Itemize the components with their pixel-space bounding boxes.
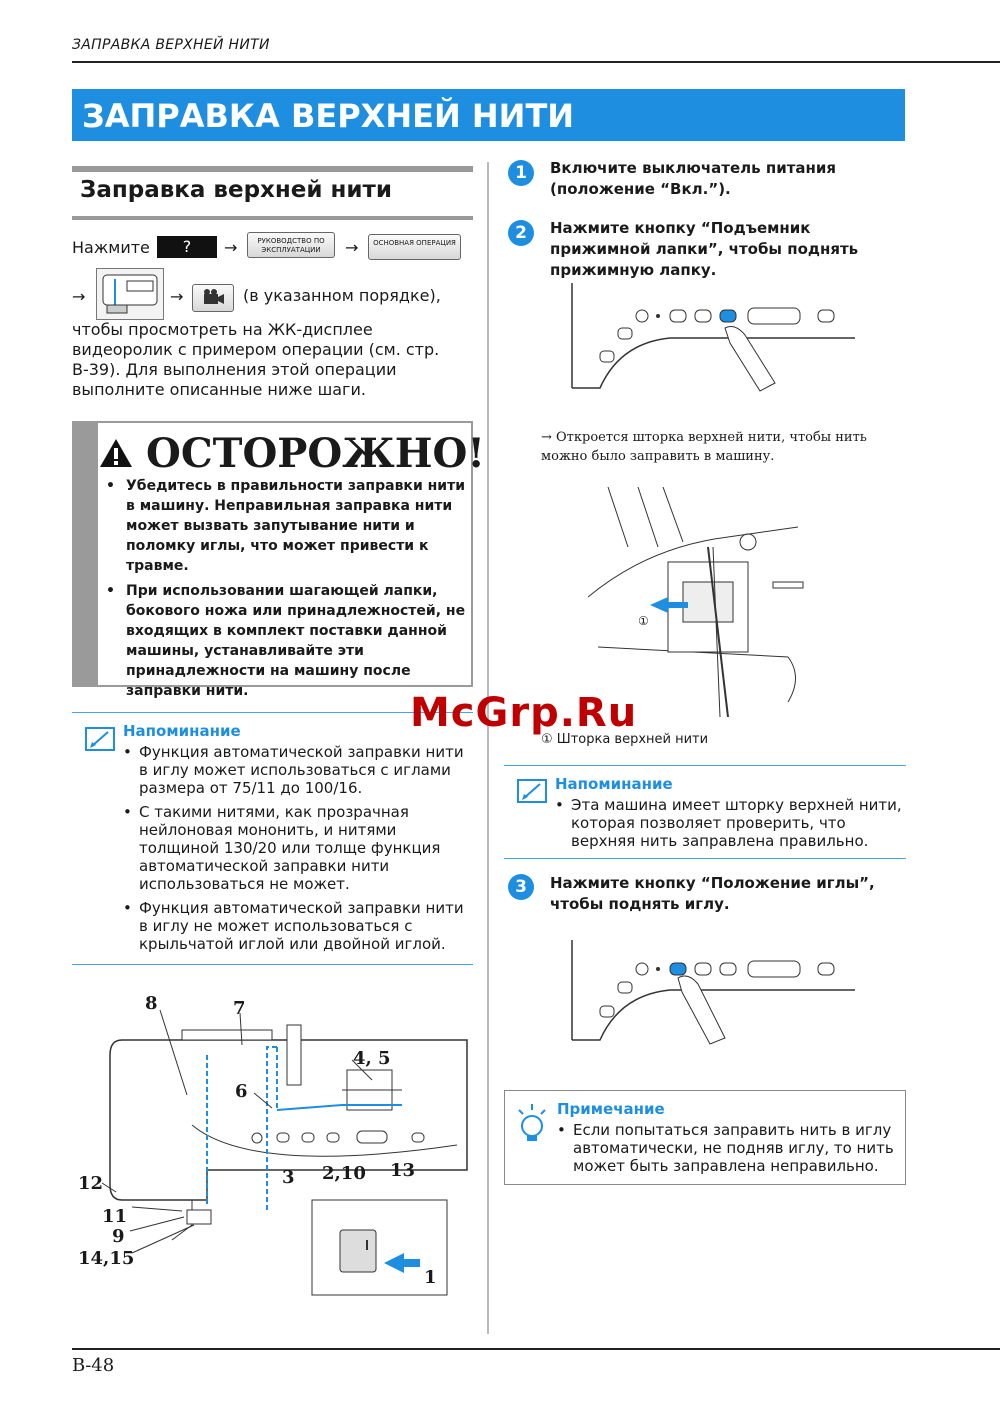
memo-pencil-icon: [84, 726, 118, 758]
memo-bottom-rule: [72, 964, 473, 965]
intro-paragraph: чтобы просмотреть на ЖК-дисплее видеоролик с примером операции (см. стр. В-39). Для выполнения этой операции выполните описанные ниже шаги.: [72, 320, 440, 399]
header-rule: [72, 61, 1000, 63]
warning-list: [106, 476, 466, 706]
arrow-3: →: [72, 287, 86, 306]
arrow-1: →: [224, 238, 238, 257]
warning-triangle-icon: [98, 437, 134, 473]
callout-2-10: 2,10: [322, 1163, 366, 1184]
order-note: (в указанном порядке),: [243, 286, 441, 305]
step-number: 1: [508, 160, 534, 186]
help-button: ?: [157, 236, 217, 258]
memo-item: • Функция автоматической заправки нити в иглу может использоваться с иглами размера от 75/11 до 100/16.: [123, 743, 464, 797]
section-title: Заправка верхней нити: [80, 177, 392, 203]
warning-item: • Убедитесь в правильности заправки нити в машину. Неправильная заправка нити может вызвать запутывание нити и поломку иглы, что может привести к травме.: [106, 478, 466, 574]
memo-pencil-icon: [516, 778, 550, 810]
memo-item: • Эта машина имеет шторку верхней нити, которая позволяет проверить, что верхняя нить заправлена правильно.: [555, 796, 902, 850]
callout-9: 9: [112, 1226, 125, 1247]
memo-list-right: [555, 796, 905, 856]
arrow-4: →: [170, 287, 184, 306]
callout-12: 12: [78, 1173, 104, 1194]
step-text: Нажмите кнопку “Подъемник прижимной лапки”, чтобы поднять прижимную лапку.: [550, 219, 859, 279]
step-number: 3: [508, 874, 534, 900]
video-camera-icon: [192, 284, 234, 312]
basic-operation-button: ОСНОВНАЯ ОПЕРАЦИЯ: [368, 234, 461, 260]
hint-title: Примечание: [557, 1100, 665, 1118]
memo-title: Напоминание: [123, 722, 241, 740]
warning-title: ОСТОРОЖНО!: [146, 430, 485, 477]
callout-11: 11: [102, 1206, 128, 1227]
result-note: → Откроется шторка верхней нити, чтобы нить можно было заправить в машину.: [541, 430, 867, 464]
running-header: ЗАПРАВКА ВЕРХНЕЙ НИТИ: [72, 37, 270, 53]
callout-3: 3: [282, 1167, 295, 1188]
page-number: В-48: [72, 1355, 115, 1376]
thread-shutter-illustration: [588, 487, 808, 717]
shutter-caption: ① Шторка верхней нити: [541, 732, 709, 747]
memo-bottom-rule-right: [504, 858, 906, 859]
press-label: Нажмите: [72, 238, 150, 257]
memo-list: [123, 743, 473, 959]
callout-14-15: 14,15: [78, 1248, 135, 1269]
footer-rule: [72, 1348, 1000, 1350]
callout-13: 13: [390, 1160, 416, 1181]
lightbulb-icon: [514, 1102, 550, 1148]
warning-item: • При использовании шагающей лапки, бокового ножа или принадлежностей, не входящих в комплект поставки данной машины, устанавливайте эти принадлежности на машину после заправки нити.: [106, 583, 466, 699]
memo-item: • С такими нитями, как прозрачная нейлоновая мононить, и нитями толщиной 130/20 или толще функция автоматической заправки нити использоваться не может.: [123, 803, 441, 893]
needle-position-button-illustration: [560, 940, 860, 1045]
memo-title-right: Напоминание: [555, 775, 673, 793]
step-number: 2: [508, 220, 534, 246]
hint-item: • Если попытаться заправить нить в иглу автоматически, не подняв иглу, то нить может быть заправлена неправильно.: [557, 1121, 894, 1175]
presser-foot-button-illustration: [560, 283, 860, 393]
chapter-banner: [72, 89, 905, 141]
hint-list: [557, 1121, 897, 1181]
step-text: Нажмите кнопку “Положение иглы”, чтобы поднять иглу.: [550, 874, 875, 913]
manual-button: РУКОВОДСТВО ПО ЭКСПЛУАТАЦИИ: [247, 232, 335, 258]
memo-item: • Функция автоматической заправки нити в иглу не может использоваться с крыльчатой иглой или двойной иглой.: [123, 899, 464, 953]
callout-8: 8: [145, 993, 158, 1014]
column-divider: [487, 162, 489, 1334]
shutter-marker: ①: [638, 614, 649, 628]
step-text: Включите выключатель питания (положение “Вкл.”).: [550, 159, 837, 198]
callout-4-5: 4, 5: [353, 1048, 391, 1069]
watermark: McGrp.Ru: [410, 690, 638, 736]
arrow-2: →: [345, 238, 359, 257]
threading-thumbnail-icon: [96, 268, 164, 320]
section-heading: [72, 166, 473, 220]
callout-6: 6: [235, 1081, 248, 1102]
callout-7: 7: [233, 998, 246, 1019]
callout-1: 1: [424, 1267, 437, 1288]
memo-top-rule-right: [504, 765, 906, 766]
chapter-title: ЗАПРАВКА ВЕРХНЕЙ НИТИ: [82, 97, 575, 135]
